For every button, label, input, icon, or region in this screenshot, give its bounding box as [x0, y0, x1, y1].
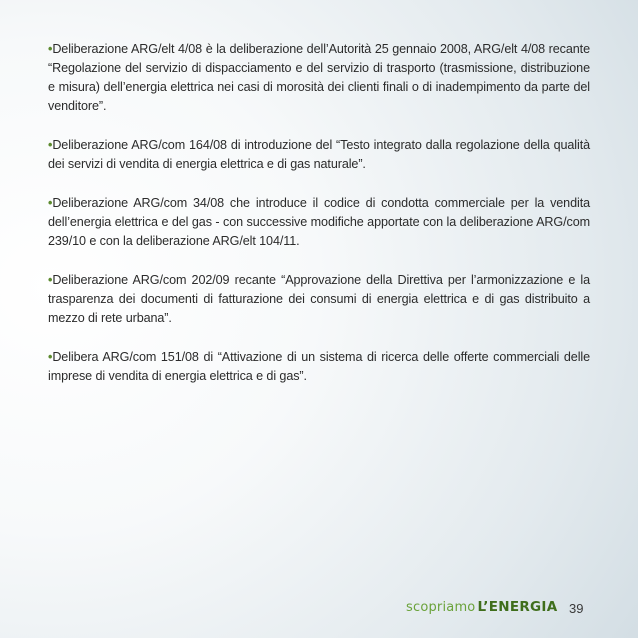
bullet-icon: • — [48, 273, 53, 287]
body-text — [48, 40, 590, 406]
paragraph-delibera-151-08 — [48, 348, 590, 386]
paragraph-deliberazione-34-08 — [48, 194, 590, 251]
paragraph-text: Deliberazione ARG/elt 4/08 è la deliberazione dell’Autorità 25 gennaio 2008, ARG/elt 4/08 recante “Regolazione del servizio di dispacciamento e del servizio di trasporto (trasmissione, distribuzione e misura) dell’energia elettrica nei casi di morosità dei clienti finali o di inadempimento da parte del venditore”. — [48, 42, 590, 113]
brand-light-text: scopriamo — [406, 600, 476, 615]
paragraph-deliberazione-164-08 — [48, 136, 590, 174]
paragraph-text: Deliberazione ARG/com 164/08 di introduzione del “Testo integrato dalla regolazione della qualità dei servizi di vendita di energia elettrica e di gas naturale”. — [48, 138, 590, 171]
footer-brand-logo — [406, 599, 557, 623]
paragraph-text: Delibera ARG/com 151/08 di “Attivazione di un sistema di ricerca delle offerte commerciali delle imprese di vendita di energia elettrica e di gas”. — [48, 350, 590, 383]
paragraph-deliberazione-202-09 — [48, 271, 590, 328]
brand-bold-text: L’ENERGIA — [477, 599, 558, 615]
paragraph-deliberazione-4-08 — [48, 40, 590, 116]
bullet-icon: • — [48, 350, 53, 364]
bullet-icon: • — [48, 196, 53, 210]
page-number: 39 — [569, 601, 584, 616]
paragraph-text: Deliberazione ARG/com 34/08 che introduce il codice di condotta commerciale per la vendita dell’energia elettrica e del gas - con successive modifiche apportate con la deliberazione ARG/com 239/10 e con la deliberazione ARG/elt 104/11. — [48, 196, 590, 248]
bullet-icon: • — [48, 138, 53, 152]
bullet-icon: • — [48, 42, 53, 56]
paragraph-text: Deliberazione ARG/com 202/09 recante “Approvazione della Direttiva per l’armonizzazione e la trasparenza dei documenti di fatturazione dei consumi di energia elettrica e di gas distribuito a mezzo di rete urbana”. — [48, 273, 590, 325]
